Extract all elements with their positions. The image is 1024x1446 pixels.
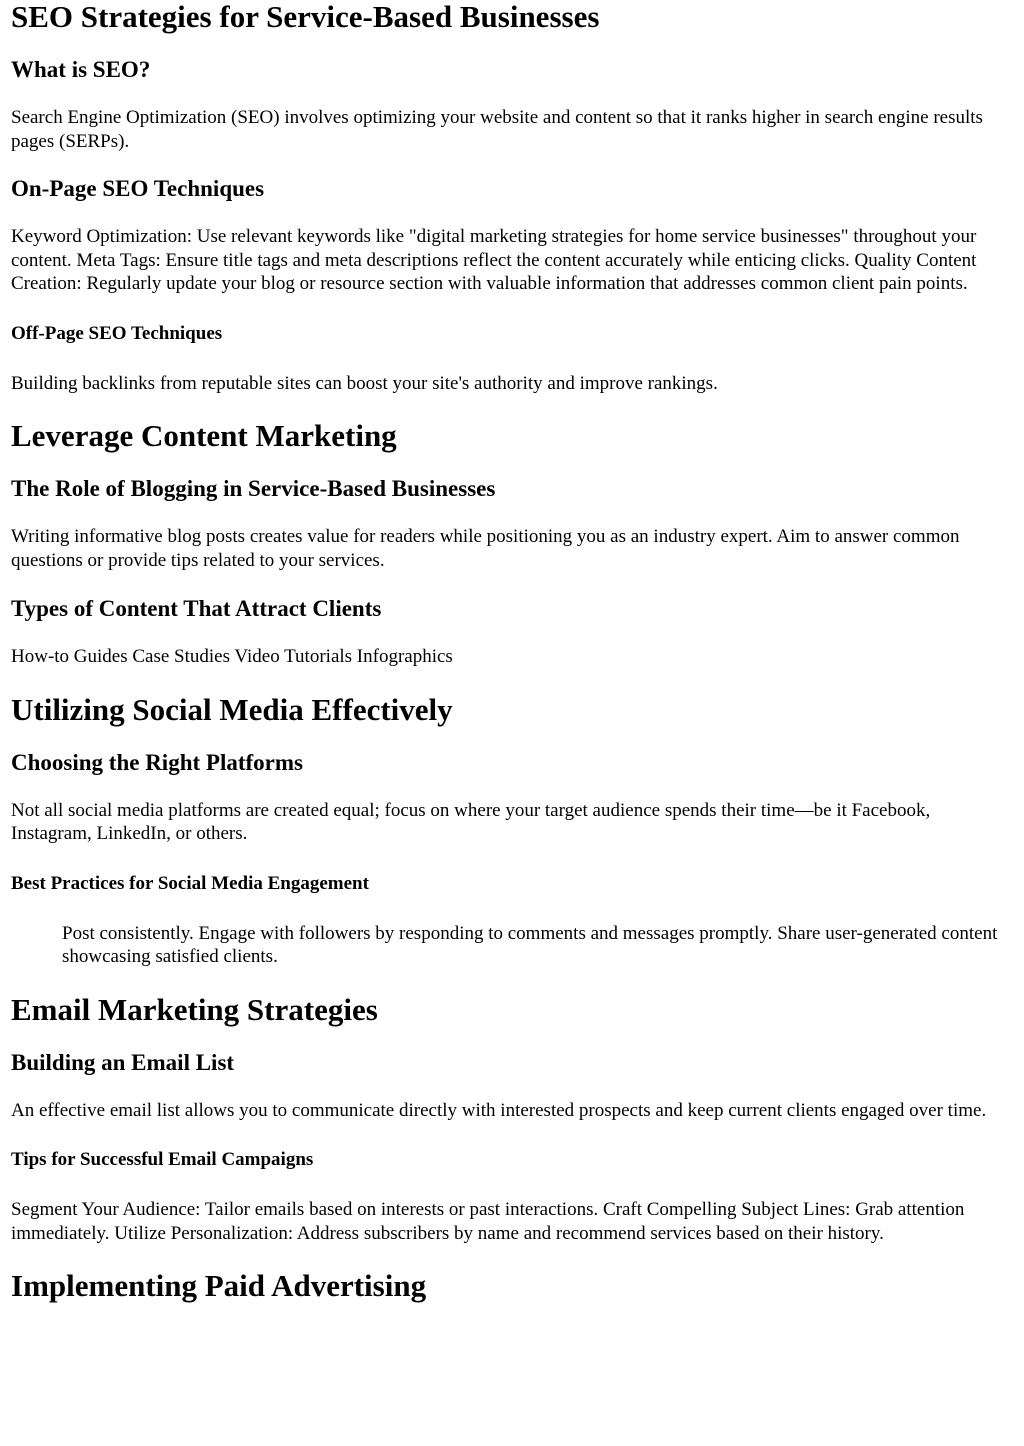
page-title: SEO Strategies for Service-Based Businesses xyxy=(11,0,600,34)
section-heading-off-page-seo: Off-Page SEO Techniques xyxy=(11,322,223,344)
paragraph-email-list: An effective email list allows you to communicate directly with interested prospects and keep current clients engaged over time. xyxy=(11,1099,987,1121)
section-heading-what-is-seo: What is SEO? xyxy=(11,57,151,82)
paragraph-off-page-seo: Building backlinks from reputable sites can boost your site's authority and improve rankings. xyxy=(11,372,718,394)
blockquote-best-practices: Post consistently. Engage with followers by responding to comments and messages promptly. Share user-generated content showcasing satisfied clients. xyxy=(62,922,998,967)
paragraph-blogging: Writing informative blog posts creates value for readers while positioning you as an industry expert. Aim to answer common questions or provide tips related to your services. xyxy=(11,526,960,571)
section-title-email-marketing: Email Marketing Strategies xyxy=(11,991,378,1027)
paragraph-on-page-seo: Keyword Optimization: Use relevant keywords like "digital marketing strategies for home service businesses" throughout your content. Meta Tags: Ensure title tags and meta descriptions reflect the content accurately while enticing clicks. Quality Content Creation: Regularly update your blog or resource section with valuable information that addresses common client pain points. xyxy=(11,226,977,294)
section-heading-blogging: The Role of Blogging in Service-Based Businesses xyxy=(11,476,496,501)
section-heading-email-list: Building an Email List xyxy=(11,1049,235,1075)
section-title-social-media: Utilizing Social Media Effectively xyxy=(11,691,453,727)
paragraph-platforms: Not all social media platforms are created equal; focus on where your target audience spends their time—be it Facebook, Instagram, LinkedIn, or others. xyxy=(11,799,931,844)
section-heading-platforms: Choosing the Right Platforms xyxy=(11,749,303,775)
section-heading-content-types: Types of Content That Attract Clients xyxy=(11,596,382,621)
paragraph-what-is-seo: Search Engine Optimization (SEO) involves optimizing your website and content so that it ranks higher in search engine results pages (SERPs). xyxy=(11,107,983,152)
section-title-paid-advertising: Implementing Paid Advertising xyxy=(11,1268,427,1303)
section-title-content-marketing: Leverage Content Marketing xyxy=(11,418,397,453)
paragraph-email-tips: Segment Your Audience: Tailor emails based on interests or past interactions. Craft Compelling Subject Lines: Grab attention immediately. Utilize Personalization: Address subscribers by name and recommend services based on their history. xyxy=(11,1199,965,1244)
section-heading-on-page-seo: On-Page SEO Techniques xyxy=(11,176,265,201)
paragraph-content-types: How-to Guides Case Studies Video Tutorials Infographics xyxy=(11,646,453,667)
section-heading-email-tips: Tips for Successful Email Campaigns xyxy=(11,1149,314,1170)
section-heading-best-practices: Best Practices for Social Media Engagement xyxy=(11,872,369,894)
